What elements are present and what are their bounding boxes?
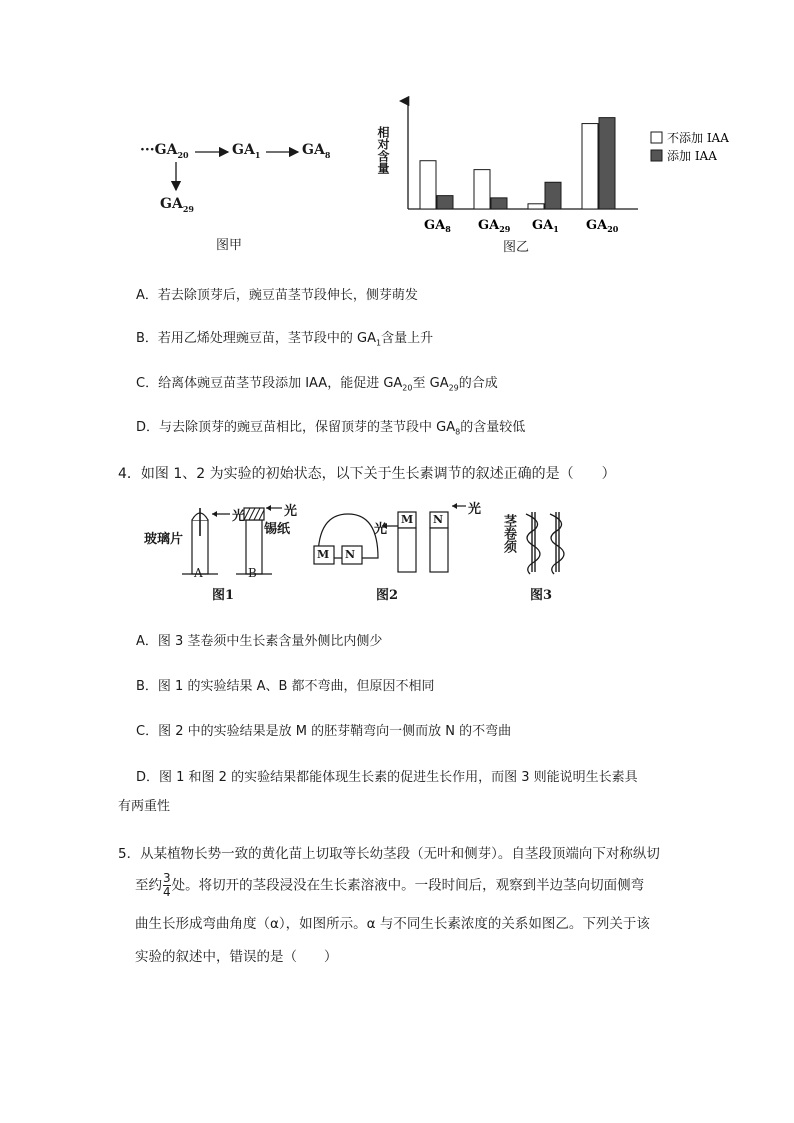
q4-option-b: B．图 1 的实验结果 A、B 都不弯曲，但原因不相同 — [136, 679, 435, 694]
fig1-label-b: B — [248, 566, 257, 580]
fig2-label-light1: 光 — [374, 522, 388, 537]
fig1-caption: 图1 — [212, 588, 235, 603]
fig3-caption: 图3 — [530, 588, 553, 603]
x-tick-ga29: $GA_{29}$ — [478, 218, 511, 234]
fig2-caption: 图2 — [376, 588, 399, 603]
q5-line2: 至约 $\frac{3}{4}$ 处。将切开的茎段浸没在生长素溶液中。一段时间后，观察到半边茎向切面侧弯 — [135, 871, 645, 899]
fig2-label-m1: M — [317, 548, 330, 561]
node-ga29: $GA_{29}$ — [160, 196, 194, 214]
tendril-2 — [550, 514, 564, 574]
bar-ga29-iaa — [491, 198, 507, 209]
x-tick-ga20: $GA_{20}$ — [586, 218, 619, 234]
bar-ga8-iaa — [437, 196, 453, 209]
q4-stem: 4．如图 1、2 为实验的初始状态，以下关于生长素调节的叙述正确的是（ ） — [118, 466, 616, 482]
node-ga20: $\cdot\cdot\cdot GA_{20}$ — [140, 142, 189, 160]
q3-option-a: A．若去除顶芽后，豌豆苗茎节段伸长，侧芽萌发 — [136, 288, 418, 303]
bar-ga20-no-iaa — [582, 124, 598, 209]
fig1-label-a: A — [194, 566, 203, 580]
y-axis-label: 相对含量 — [376, 126, 390, 174]
q5-line4: 实验的叙述中，错误的是（ ） — [135, 949, 338, 965]
fig1-label-foil: 锡纸 — [264, 522, 291, 537]
bar-ga20-iaa — [599, 118, 615, 209]
x-tick-ga1: $GA_1$ — [532, 218, 559, 234]
q3-option-d: D．与去除顶芽的豌豆苗相比，保留顶芽的茎节段中 $GA_8$的含量较低 — [136, 420, 526, 437]
figure-jia — [140, 136, 360, 256]
fig2-label-n1: N — [345, 548, 356, 561]
fig3-label: 茎卷须 — [501, 514, 516, 553]
q4-option-a: A．图 3 茎卷须中生长素含量外侧比内侧少 — [136, 634, 383, 649]
stem-m — [398, 528, 416, 572]
figure-yi-caption: 图乙 — [503, 240, 530, 255]
node-ga1: $GA_1$ — [232, 142, 261, 160]
q4-option-d-line1: D．图 1 和图 2 的实验结果都能体现生长素的促进生长作用，而图 3 则能说明生长素具 — [136, 770, 638, 785]
legend-swatch-no-iaa — [651, 132, 662, 143]
node-ga8: $GA_8$ — [302, 142, 331, 160]
q3-option-c: C．给离体豌豆苗茎节段添加 IAA，能促进 $GA_{20}$至 $GA_{29}$的合成 — [136, 376, 498, 393]
q3-option-b: B．若用乙烯处理豌豆苗，茎节段中的 $GA_1$含量上升 — [136, 331, 434, 348]
fig1-label-light2: 光 — [284, 504, 298, 519]
q4-figure-3 — [516, 510, 576, 576]
fig1-label-light1: 光 — [232, 509, 246, 524]
legend-label-no-iaa: 不添加 IAA — [667, 131, 729, 145]
figure-jia-caption: 图甲 — [216, 238, 243, 253]
stem-n — [430, 528, 448, 572]
figure-yi-chart — [370, 95, 750, 265]
bar-ga1-iaa — [545, 182, 561, 209]
q5-line1: 5．从某植物长势一致的黄化苗上切取等长幼茎段（无叶和侧芽）。自茎段顶端向下对称纵切 — [118, 846, 660, 862]
bar-ga8-no-iaa — [420, 161, 436, 209]
q4-option-c: C．图 2 中的实验结果是放 M 的胚芽鞘弯向一侧而放 N 的不弯曲 — [136, 724, 512, 739]
q5-line3: 曲生长形成弯曲角度（α），如图所示。α 与不同生长素浓度的关系如图乙。下列关于该 — [135, 916, 650, 932]
legend-swatch-iaa — [651, 150, 662, 161]
tendril-1 — [526, 514, 540, 574]
legend-label-iaa: 添加 IAA — [667, 149, 717, 163]
fig1-label-glass: 玻璃片 — [144, 532, 184, 547]
bar-ga29-no-iaa — [474, 170, 490, 209]
fig2-label-n2: N — [433, 513, 444, 526]
x-tick-ga8: $GA_8$ — [424, 218, 451, 234]
q4-figure-2 — [310, 500, 490, 580]
fig2-label-light2: 光 — [468, 502, 482, 517]
fraction-three-quarters: $\frac{3}{4}$ — [163, 871, 171, 899]
bar-ga1-no-iaa — [528, 204, 544, 209]
fig2-label-m2: M — [401, 513, 414, 526]
q4-option-d-line2: 有两重性 — [118, 799, 171, 814]
